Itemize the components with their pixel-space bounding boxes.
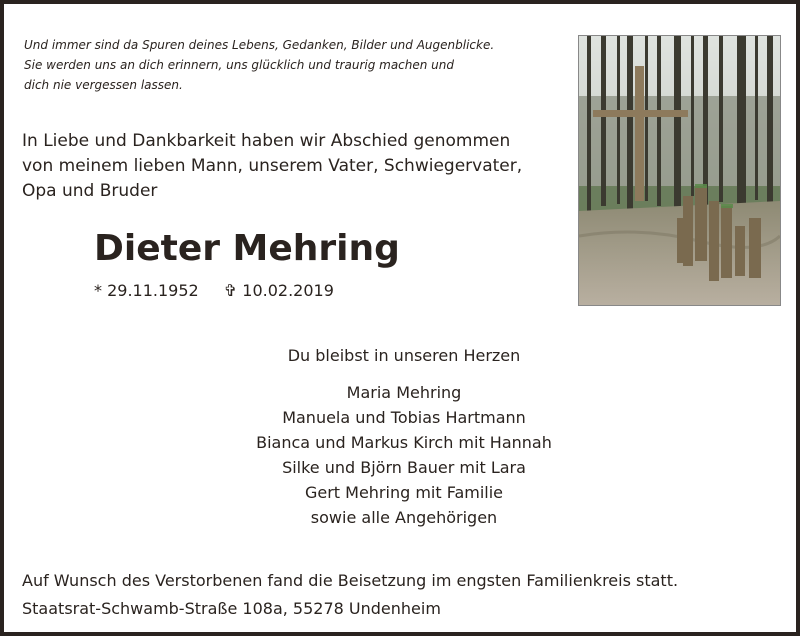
intro-line: dich nie vergessen lassen. (24, 78, 183, 92)
address: Staatsrat-Schwamb-Straße 108a, 55278 Undenheim (22, 599, 441, 618)
birth-date: * 29.11.1952 (94, 281, 199, 300)
motto: Du bleibst in unseren Herzen (287, 346, 521, 365)
farewell-line: Opa und Bruder (22, 181, 158, 201)
intro-line: Und immer sind da Spuren deines Lebens, Gedanken, Bilder und Augenblicke. (24, 38, 495, 52)
forest-cross-image (579, 36, 780, 305)
mourner-entry: Manuela und Tobias Hartmann (282, 408, 526, 427)
forest-cross-photo (578, 35, 781, 306)
mourner-entry: sowie alle Angehörigen (310, 508, 498, 527)
mourner-entry: Gert Mehring mit Familie (304, 483, 504, 502)
farewell-line: In Liebe und Dankbarkeit haben wir Abschied genommen (22, 131, 511, 151)
farewell-text (22, 129, 522, 204)
death-date: ✞ 10.02.2019 (223, 281, 334, 300)
mourner-entry: Maria Mehring (346, 383, 462, 402)
farewell-line: von meinem lieben Mann, unserem Vater, Schwiegervater, (22, 156, 523, 176)
footer-notice (22, 567, 678, 623)
mourner-entry: Bianca und Markus Kirch mit Hannah (256, 433, 552, 452)
mourner-entry: Silke und Björn Bauer mit Lara (282, 458, 526, 477)
burial-note: Auf Wunsch des Verstorbenen fand die Beisetzung im engsten Familienkreis statt. (22, 571, 679, 590)
intro-poem (24, 35, 494, 95)
mourners-list (204, 380, 604, 530)
life-dates (94, 281, 354, 300)
intro-line: Sie werden uns an dich erinnern, uns glücklich und traurig machen und (24, 58, 455, 72)
deceased-name: Dieter Mehring (94, 228, 400, 269)
